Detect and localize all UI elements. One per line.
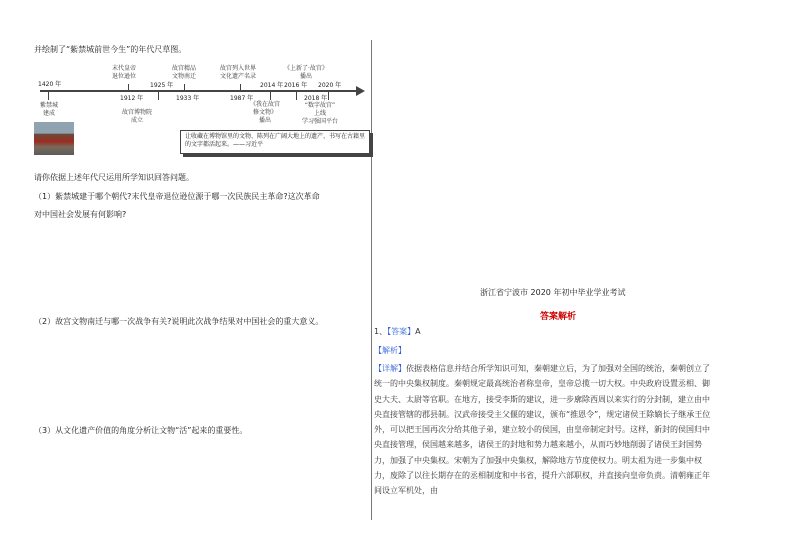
- timeline-year-2018: 2018 年: [304, 95, 328, 102]
- answer-1-tag: 【答案】: [387, 327, 416, 336]
- answer-1-number: 1、: [374, 327, 388, 336]
- timeline-event-2016: 《上新了·故宫》 播出: [284, 65, 328, 80]
- timeline-event-1912: 末代皇帝 退位逊位: [112, 65, 137, 80]
- timeline-year-1933: 1933 年: [176, 95, 200, 102]
- answer-heading: 答案解析: [540, 312, 577, 322]
- intro-text: 并绘制了“紫禁城前世今生”的年代尺草图。: [34, 45, 187, 54]
- question-1-line1: （1）紫禁城建于哪个朝代?末代皇帝退位逊位源于哪一次民族民主革命?这次革命: [34, 192, 320, 201]
- timeline-event-1925: 故宫博物院 成立: [122, 109, 153, 124]
- analysis-tag: 【解析】: [374, 346, 406, 355]
- column-divider: [371, 40, 372, 520]
- timeline-year-1925: 1925 年: [150, 82, 174, 89]
- timeline-tick: [296, 92, 297, 100]
- timeline-tick: [328, 92, 329, 100]
- timeline-figure: [34, 55, 364, 165]
- timeline-event-1987: 故宫列入世界 文化遗产名录: [220, 65, 257, 80]
- timeline-event-1933: 故宫精品 文物南迁: [172, 65, 197, 80]
- timeline-year-2016: 2016 年: [284, 82, 308, 89]
- answer-1-value: A: [415, 327, 421, 336]
- timeline-event-2014: 《我在故宫 修文物》 播出: [250, 101, 281, 124]
- timeline-tick: [158, 92, 159, 100]
- timeline-year-start: 1420 年: [38, 81, 62, 88]
- timeline-year-1912: 1912 年: [120, 95, 144, 102]
- question-2: （2）故宫文物南迁与哪一次战争有关?说明此次战争结果对中国社会的重大意义。: [34, 317, 324, 326]
- timeline-tick: [270, 92, 271, 100]
- timeline-event-2018: “数字故宫” 上线 学习强国平台: [302, 102, 339, 125]
- timeline-year-2020: 2020 年: [318, 82, 342, 89]
- timeline-label-start: 紫禁城 建成: [40, 102, 59, 117]
- timeline-tick: [128, 84, 129, 92]
- answer-1: [374, 326, 421, 337]
- question-1-line2: 对中国社会发展有何影响?: [34, 210, 127, 219]
- timeline-year-2014: 2014 年: [260, 82, 284, 89]
- timeline-tick: [184, 84, 185, 92]
- timeline-tick: [48, 92, 49, 100]
- quote-box: 让收藏在博物馆里的文物、陈列在广阔大地上的遗产、书写在古籍里的文字都活起来。——习近平: [180, 130, 370, 154]
- analysis-text: 依据表格信息并结合所学知识可知，秦朝建立后，为了加强对全国的统治，秦朝创立了统一的中央集权制度。秦朝规定最高统治者称皇帝，皇帝总揽一切大权。中央政府设置丞相、御史大夫、太尉等官职。在地方，接受李斯的建议，进一步廓除西周以来实行的分封制，建立由中央直接管辖的郡县制。汉武帝接受主父偃的建议，颁布“推恩令”，规定诸侯王除嫡长子继承王位外，可以把王国再次分给其他子弟，建立较小的侯国，由皇帝制定封号。这样，新封的侯国归中央直接管理，侯国越来越多，诸侯王的封地和势力越来越小，从而巧妙地削弱了诸侯王封国势力，加强了中央集权。宋朝为了加强中央集权，解除地方节度使权力。明太祖为进一步集中权力，废除了以往长期存在的丞相制度和中书省，提升六部职权，并直接向皇帝负责。清朝雍正年间设立军机处，由: [374, 364, 711, 496]
- timeline-arrow-icon: [356, 86, 365, 96]
- exam-title: 浙江省宁波市 2020 年初中毕业学业考试: [480, 288, 626, 297]
- timeline-tick: [240, 84, 241, 92]
- forbidden-city-photo: [34, 122, 74, 155]
- timeline-year-1987: 1987 年: [230, 95, 254, 102]
- prompt-text: 请你依据上述年代尺运用所学知识回答问题。: [34, 173, 194, 182]
- timeline-axis: [40, 90, 358, 92]
- detail-tag: 【详解】: [374, 364, 406, 373]
- analysis-paragraph: [374, 361, 714, 499]
- question-3: （3）从文化遗产价值的角度分析让文物“活”起来的重要性。: [34, 426, 248, 435]
